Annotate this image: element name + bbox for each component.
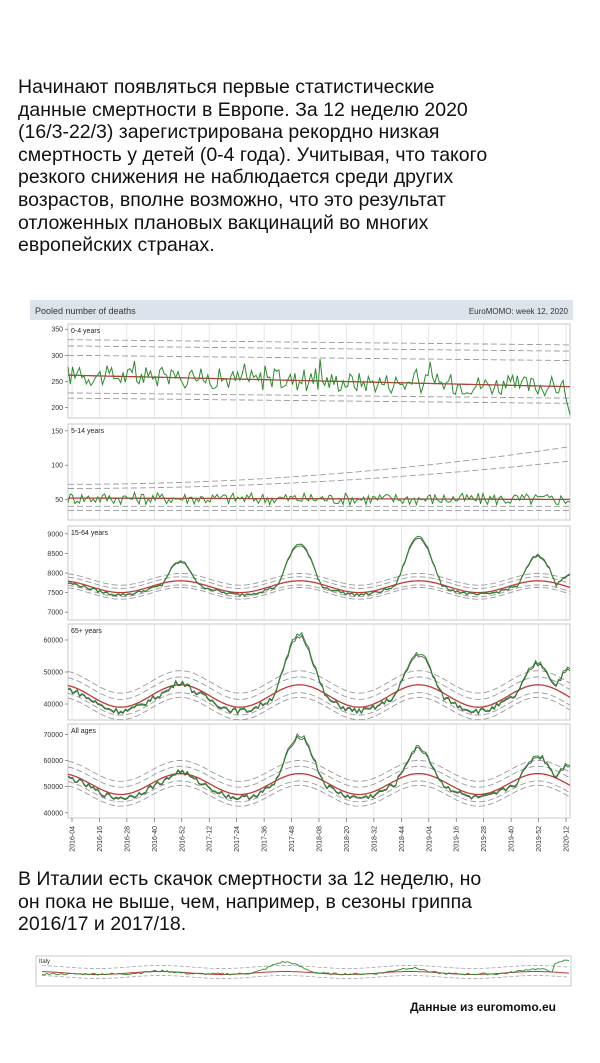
x-tick-label: 2017-48 [289,826,297,852]
italy-chart [28,955,573,987]
x-tick-label: 2017-24 [234,826,242,852]
italy-text: В Италии есть скачок смертности за 12 неделю, но он пока не выше, чем, например, в сезоны гриппа 2016/17 и 2017/18. [18,868,482,936]
y-tick-label: 60000 [43,758,63,766]
x-tick-label: 2018-08 [316,826,324,852]
x-tick-label: 2019-04 [426,826,434,852]
italy-label: Italy [39,959,51,965]
y-tick-label: 100 [51,462,63,470]
panel-0-4-years [51,324,570,418]
y-tick-label: 300 [51,352,63,360]
y-tick-label: 70000 [43,731,63,739]
y-tick-label: 50000 [43,784,63,792]
panel-65-years [44,624,570,720]
x-tick-label: 2020-12 [563,826,571,852]
source-credit: Данные из euromomo.eu [410,1000,556,1014]
x-tick-label: 2018-32 [371,826,379,852]
y-tick-label: 40000 [43,810,63,818]
panel-label: 0-4 years [71,328,101,335]
x-tick-label: 2018-20 [343,826,351,852]
chart-title: Pooled number of deaths [35,306,136,316]
y-tick-label: 60000 [43,637,63,645]
x-tick-label: 2017-36 [261,826,269,852]
y-tick-label: 50 [55,496,63,504]
chart-subtitle: EuroMOMO: week 12, 2020 [468,307,568,316]
panel-label: All ages [71,728,96,735]
y-tick-label: 8000 [47,570,63,578]
x-tick-label: 2019-16 [453,826,461,852]
x-tick-label: 2016-28 [124,826,132,852]
panel-label: 5-14 years [71,428,105,435]
y-tick-label: 9000 [47,531,63,539]
y-tick-label: 250 [51,378,63,386]
y-tick-label: 7000 [47,609,63,617]
x-tick-label: 2019-52 [536,826,544,852]
panel-5-14-years [51,424,570,520]
x-tick-label: 2016-16 [96,826,104,852]
x-tick-label: 2018-44 [398,826,406,852]
y-tick-label: 40000 [43,701,63,709]
x-tick-label: 2016-52 [179,826,187,852]
panel-label: 15-64 years [71,530,108,537]
y-tick-label: 350 [51,326,63,334]
y-tick-label: 7500 [47,590,63,598]
panel-15-64-years [47,526,570,620]
x-tick-label: 2019-40 [508,826,516,852]
y-tick-label: 50000 [43,669,63,677]
y-tick-label: 8500 [47,550,63,558]
intro-text: Начинают появляться первые статистические данные смертности в Европе. За 12 неделю 2020 (16/3-22/3) зарегистрирована рекордно низкая смертность у детей (0-4 года). Учитывая, что такого резкого снижения не наблюдается среди других возрастов, вполне возможно, что это результат отложенных плановых вакцинаций во многих европейских странах. [18,76,488,257]
y-tick-label: 150 [51,428,63,436]
panel-label: 65+ years [71,628,102,635]
panel-all-ages [44,724,570,818]
x-tick-label: 2016-40 [151,826,159,852]
y-tick-label: 200 [51,405,63,413]
euromomo-chart [30,300,573,865]
x-tick-label: 2019-28 [481,826,489,852]
x-tick-label: 2016-04 [69,826,77,852]
x-tick-label: 2017-12 [206,826,214,852]
italy-panel [36,956,571,986]
